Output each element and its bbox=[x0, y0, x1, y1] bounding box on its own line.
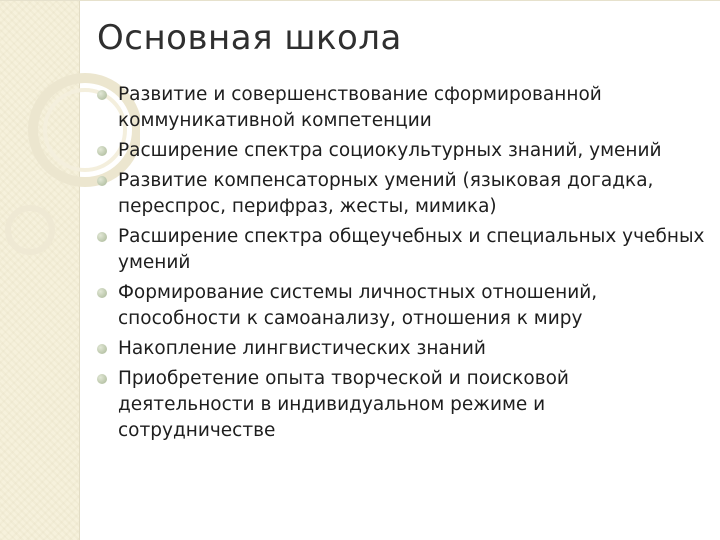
list-item bbox=[97, 366, 707, 444]
list-item bbox=[97, 280, 707, 332]
list-item-text: Формирование системы личностных отношений, способности к самоанализу, отношения к миру bbox=[118, 282, 598, 329]
small-ring-shape bbox=[8, 208, 52, 252]
list-item-text: Расширение спектра социокультурных знаний, умений bbox=[118, 140, 662, 161]
bullet-icon bbox=[97, 232, 107, 242]
bullet-icon bbox=[97, 288, 107, 298]
list-item-text: Накопление лингвистических знаний bbox=[118, 338, 486, 359]
top-divider bbox=[0, 0, 720, 1]
list-item bbox=[97, 224, 707, 276]
list-item bbox=[97, 168, 707, 220]
bullet-icon bbox=[97, 90, 107, 100]
bullet-icon bbox=[97, 344, 107, 354]
list-item bbox=[97, 336, 707, 362]
bullet-icon bbox=[97, 374, 107, 384]
list-item bbox=[97, 138, 707, 164]
list-item-text: Развитие и совершенствование сформированной коммуникативной компетенции bbox=[118, 84, 602, 131]
bullet-icon bbox=[97, 176, 107, 186]
list-item-text: Развитие компенсаторных умений (языковая догадка, переспрос, перифраз, жесты, мимика) bbox=[118, 170, 654, 217]
bullet-icon bbox=[97, 146, 107, 156]
bullet-list bbox=[97, 82, 707, 448]
list-item-text: Приобретение опыта творческой и поисковой деятельности в индивидуальном режиме и сотрудничестве bbox=[118, 368, 569, 441]
list-item-text: Расширение спектра общеучебных и специальных учебных умений bbox=[118, 226, 705, 273]
list-item bbox=[97, 82, 707, 134]
slide-title: Основная школа bbox=[97, 18, 402, 58]
